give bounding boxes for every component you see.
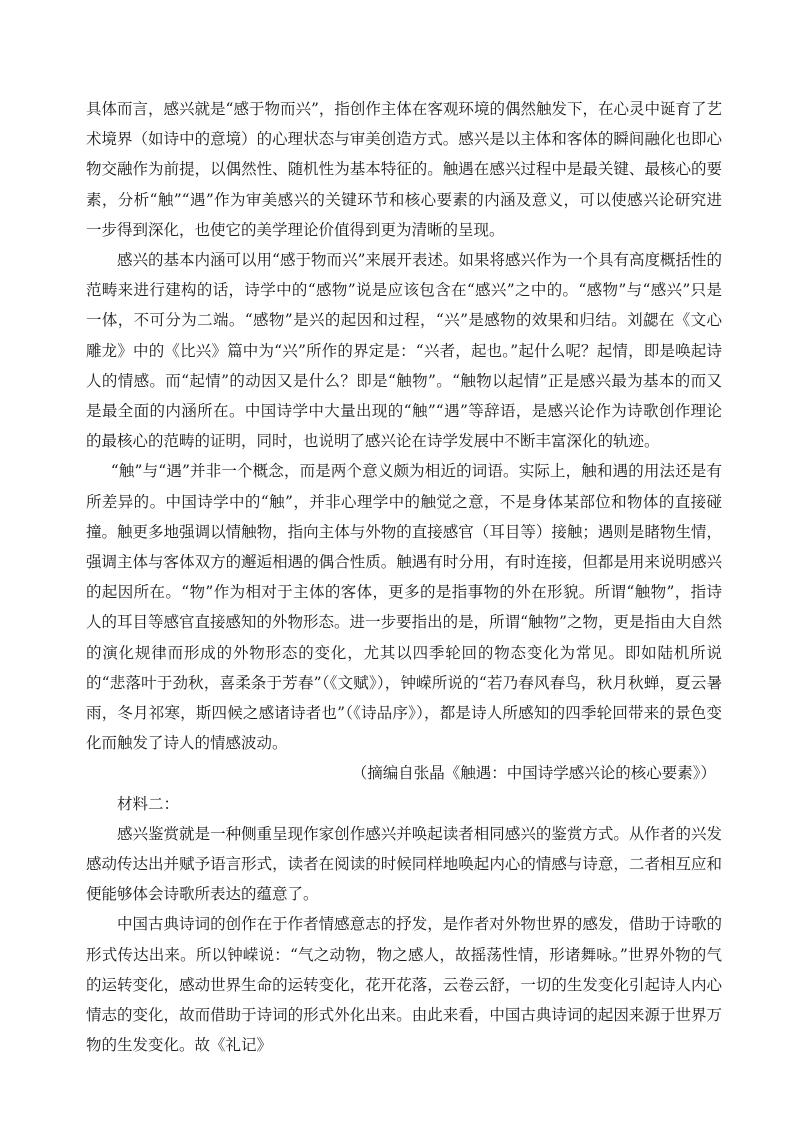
- material1-paragraph-3: “触”与“遇”并非一个概念，而是两个意义颇为相近的词语。实际上，触和遇的用法还是有所差异的。中国诗学中的“触”，并非心理学中的触觉之意，不是身体某部位和物体的直接碰撞。触更多地强调以情触物，指向主体与外物的直接感官（耳目等）接触；遇则是睹物生情，强调主体与客体双方的邂逅相遇的偶合性质。触遇有时分用，有时连接，但都是用来说明感兴的起因所在。“物”作为相对于主体的客体，更多的是指事物的外在形貌。所谓“触物”，指诗人的耳目等感官直接感知的外物形态。进一步要指出的是，所谓“触物”之物，更是指由大自然的演化规律而形成的外物形态的变化，尤其以四季轮回的物态变化为常见。即如陆机所说的“悲落叶于劲秋，喜柔条于芳春”（《文赋》），钟嵘所说的“若乃春风春鸟，秋月秋蝉，夏云暑雨，冬月祁寒，斯四候之感诸诗者也”（《诗品序》），都是诗人所感知的四季轮回带来的景色变化而触发了诗人的情感波动。: [86, 462, 722, 753]
- material1-paragraph-2: 感兴的基本内涵可以用“感于物而兴”来展开表述。如果将感兴作为一个具有高度概括性的范畴来进行建构的话，诗学中的“感物”说是应该包含在“感兴”之中的。“感物”与“感兴”只是一体，不可分为二端。“感物”是兴的起因和过程，“兴”是感物的效果和归结。刘勰在《文心雕龙》中的《比兴》篇中为“兴”所作的界定是：“兴者，起也。”起什么呢？起情，即是唤起诗人的情感。而“起情”的动因又是什么？即是“触物”。“触物以起情”正是感兴最为基本的而又是最全面的内涵所在。中国诗学中大量出现的“触”“遇”等辞语，是感兴论作为诗歌创作理论的最核心的范畴的证明，同时，也说明了感兴论在诗学发展中不断丰富深化的轨迹。: [86, 251, 722, 451]
- material2-paragraph-1: 感兴鉴赏就是一种侧重呈现作家创作感兴并唤起读者相同感兴的鉴赏方式。从作者的兴发感动传达出并赋予语言形式，读者在阅读的时候同样地唤起内心的情感与诗意，二者相互应和便能够体会诗歌所表达的蕴意了。: [86, 824, 722, 904]
- material2-label: 材料二：: [117, 794, 180, 813]
- material1-paragraph-1: 具体而言，感兴就是“感于物而兴”，指创作主体在客观环境的偶然触发下，在心灵中诞育了艺术境界（如诗中的意境）的心理状态与审美创造方式。感兴是以主体和客体的瞬间融化也即心物交融作为前提，以偶然性、随机性为基本特征的。触遇在感兴过程中是最关键、最核心的要素，分析“触”“遇”作为审美感兴的关键环节和核心要素的内涵及意义，可以使感兴论研究进一步得到深化，也使它的美学理论价值得到更为清晰的呈现。: [86, 100, 722, 239]
- material1-source-citation: （摘编自张晶《触遇：中国诗学感兴论的核心要素》）: [351, 764, 716, 783]
- material2-paragraph-2: 中国古典诗词的创作在于作者情感意志的抒发，是作者对外物世界的感发，借助于诗歌的形式传达出来。所以钟嵘说：“气之动物，物之感人，故摇荡性情，形诸舞咏。”世界外物的气的运转变化，感动世界生命的运转变化，花开花落，云卷云舒，一切的生发变化引起诗人内心情志的变化，故而借助于诗词的形式外化出来。由此来看，中国古典诗词的起因来源于世界万物的生发变化。故《礼记》: [86, 915, 722, 1055]
- document-body: [86, 94, 722, 1061]
